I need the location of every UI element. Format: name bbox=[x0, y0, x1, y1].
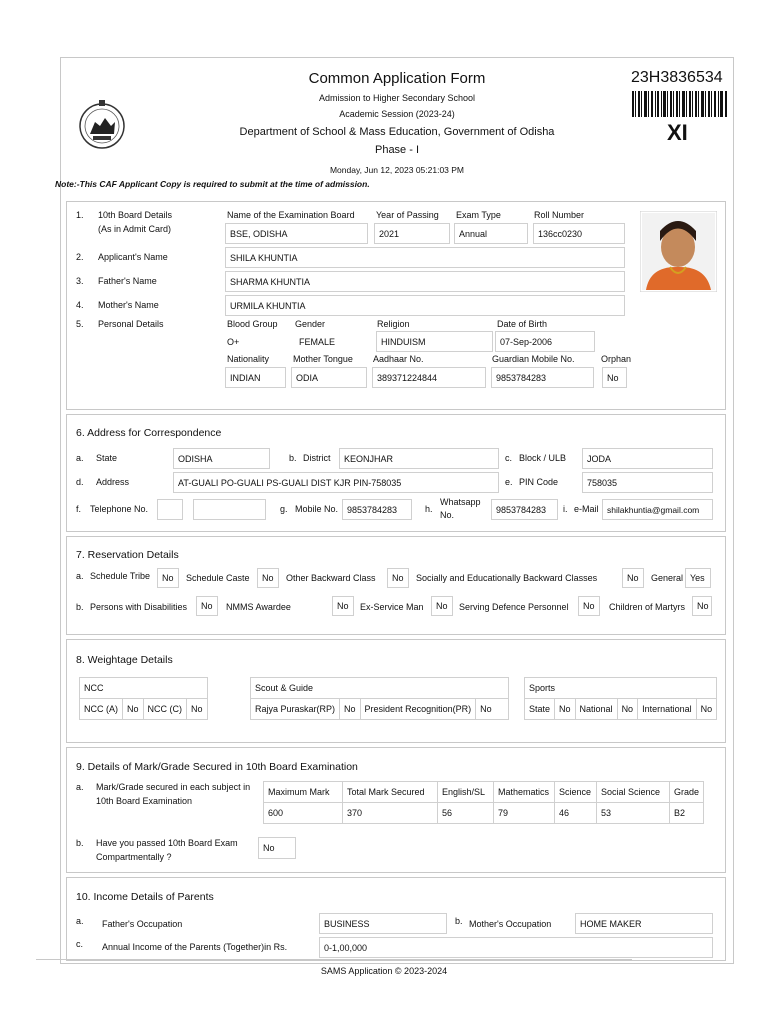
academic-session: Academic Session (2023-24) bbox=[339, 109, 455, 119]
father-occupation-field: BUSINESS bbox=[319, 913, 447, 934]
section-title: 9. Details of Mark/Grade Secured in 10th Board Examination bbox=[76, 761, 358, 773]
mother-tongue-field: ODIA bbox=[291, 367, 367, 388]
address-section: 6. Address for Correspondence a. State ODISHA b. District KEONJHAR c. Block / ULB JODA d. Address AT-GUALI PO-GUALI PS-GUALI DIST KJR PIN-758035 e. PIN Code 758035 f. Telephone No. g. Mobile No. 9853784283 h. Whatsapp No. 9853784283 i. e-Mail shilakhuntia@gmail.com bbox=[66, 414, 726, 532]
form-title: Common Application Form bbox=[308, 70, 486, 87]
obc-field: No bbox=[387, 568, 409, 588]
block-field: JODA bbox=[582, 448, 713, 469]
income-field: 0-1,00,000 bbox=[319, 937, 713, 958]
marks-table: Maximum Mark Total Mark Secured English/SL Mathematics Science Social Science Grade 600 370 56 79 46 53 B2 bbox=[263, 781, 704, 824]
department: Department of School & Mass Education, Government of Odisha bbox=[239, 126, 555, 138]
pin-field: 758035 bbox=[582, 472, 713, 493]
scout-table: Scout & Guide Rajya Puraskar(RP) No President Recognition(PR) No bbox=[250, 677, 509, 720]
nationality-field: INDIAN bbox=[225, 367, 286, 388]
orphan-field: No bbox=[602, 367, 627, 388]
footer-text: SAMS Application © 2023-2024 bbox=[320, 966, 448, 976]
sc-field: No bbox=[257, 568, 279, 588]
guardian-mobile-field: 9853784283 bbox=[491, 367, 594, 388]
district-field: KEONJHAR bbox=[339, 448, 499, 469]
martyrs-field: No bbox=[692, 596, 712, 616]
section-title: 10. Income Details of Parents bbox=[76, 891, 214, 903]
general-field: Yes bbox=[685, 568, 711, 588]
ex-service-field: No bbox=[431, 596, 453, 616]
applicant-photo bbox=[640, 211, 717, 292]
ncc-table: NCC NCC (A) No NCC (C) No bbox=[79, 677, 208, 720]
income-section: 10. Income Details of Parents a. Father's Occupation BUSINESS b. Mother's Occupation HOME MAKER c. Annual Income of the Parents (Together)in Rs. 0-1,00,000 bbox=[66, 877, 726, 961]
nmms-field: No bbox=[332, 596, 354, 616]
section-title: 8. Weightage Details bbox=[76, 654, 173, 666]
address-field: AT-GUALI PO-GUALI PS-GUALI DIST KJR PIN-758035 bbox=[173, 472, 499, 493]
whatsapp-field: 9853784283 bbox=[491, 499, 558, 520]
state-field: ODISHA bbox=[173, 448, 270, 469]
blood-group: O+ bbox=[227, 337, 240, 347]
email-field: shilakhuntia@gmail.com bbox=[602, 499, 713, 520]
aadhaar-field: 389371224844 bbox=[372, 367, 486, 388]
st-field: No bbox=[157, 568, 179, 588]
sports-table: Sports State No National No International No bbox=[524, 677, 717, 720]
defence-field: No bbox=[578, 596, 600, 616]
barcode-icon bbox=[632, 91, 728, 117]
weightage-section bbox=[66, 639, 726, 743]
religion-field: HINDUISM bbox=[376, 331, 493, 352]
board-details-label: 10th Board Details bbox=[98, 210, 173, 220]
mother-occupation-field: HOME MAKER bbox=[575, 913, 713, 934]
compartmental-field: No bbox=[258, 837, 296, 859]
father-name-field: SHARMA KHUNTIA bbox=[225, 271, 625, 292]
mobile-field: 9853784283 bbox=[342, 499, 412, 520]
gender: FEMALE bbox=[299, 337, 336, 347]
class-label: XI bbox=[667, 120, 688, 145]
reservation-section: 7. Reservation Details a. Schedule Tribe No Schedule Caste No Other Backward Class No Socially and Educationally Backward Classes No General Yes b. Persons with Disabilities No NMMS Awardee No Ex-Service Man No Serving Defence Personnel No Children of Martyrs No bbox=[66, 536, 726, 635]
personal-section: 1. 10th Board Details (As in Admit Card) Name of the Examination Board Year of Passing Exam Type Roll Number BSE, ODISHA 2021 Annual 136cc0230 2. Applicant's Name SHILA KHUNTIA 3. Father's Name SHARMA KHUNTIA 4. Mother's Name URMILA KHUNTIA 5. Personal Details Blood Group Gender Religion Date of Birth O+ FEMALE HINDUISM 07-Sep-2006 Nationality Mother Tongue Aadhaar No. Guardian Mobile No. Orphan INDIAN ODIA 389371224844 9853784283 No bbox=[66, 201, 726, 410]
sebc-field: No bbox=[622, 568, 644, 588]
exam-type-field: Annual bbox=[454, 223, 528, 244]
mother-name-field: URMILA KHUNTIA bbox=[225, 295, 625, 316]
marks-section: 9. Details of Mark/Grade Secured in 10th Board Examination a. Mark/Grade secured in each subject in 10th Board Examination Maximum Mark Total Mark Secured English/SL Mathematics Science Social Science Grade 600 370 56 79 46 53 B2 b. Have you passed 10th Board Exam Compartmentally ? No bbox=[66, 747, 726, 873]
phase: Phase - I bbox=[374, 144, 420, 156]
roll-field: 136cc0230 bbox=[533, 223, 625, 244]
dob-field: 07-Sep-2006 bbox=[495, 331, 595, 352]
applicant-name-field: SHILA KHUNTIA bbox=[225, 247, 625, 268]
print-datetime: Monday, Jun 12, 2023 05:21:03 PM bbox=[329, 165, 465, 175]
year-field: 2021 bbox=[374, 223, 450, 244]
form-page bbox=[55, 57, 734, 964]
telephone-code-field bbox=[157, 499, 183, 520]
admission-note: Note:-This CAF Applicant Copy is required to submit at the time of admission. bbox=[55, 179, 370, 189]
section-title: 7. Reservation Details bbox=[76, 549, 179, 561]
application-number: 23H3836534 bbox=[631, 69, 723, 86]
footer-divider bbox=[36, 959, 632, 960]
section-title: 6. Address for Correspondence bbox=[76, 427, 222, 439]
telephone-field bbox=[193, 499, 266, 520]
pwd-field: No bbox=[196, 596, 218, 616]
board-field: BSE, ODISHA bbox=[225, 223, 368, 244]
form-subtitle: Admission to Higher Secondary School bbox=[318, 93, 476, 103]
